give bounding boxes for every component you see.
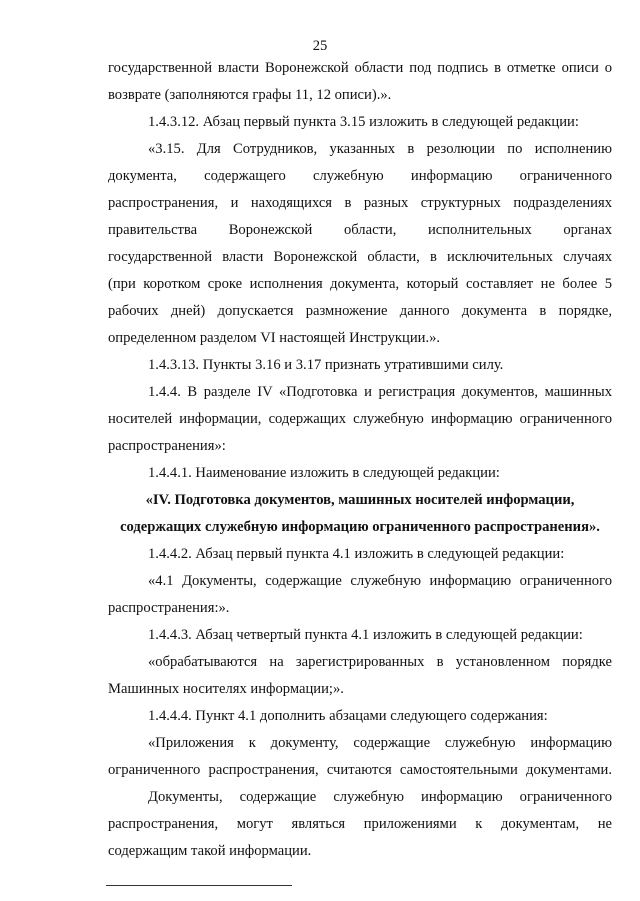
text-line: рабочих дней) допускается размножение данного документа в порядке, xyxy=(108,303,612,319)
text-line: 1.4.4.4. Пункт 4.1 дополнить абзацами следующего содержания: xyxy=(148,708,548,724)
text-line: 1.4.4.1. Наименование изложить в следующей редакции: xyxy=(148,465,500,481)
section-heading-line: содержащих служебную информацию ограниченного распространения». xyxy=(120,519,600,535)
text-line: «3.15. Для Сотрудников, указанных в резолюции по исполнению xyxy=(148,141,612,157)
text-line: Машинных носителях информации;». xyxy=(108,681,344,697)
text-line: определенном разделом VI настоящей Инструкции.». xyxy=(108,330,441,346)
text-line: документа, содержащего служебную информацию ограниченного xyxy=(108,168,612,184)
text-line: 1.4.4. В разделе IV «Подготовка и регистрация документов, машинных xyxy=(148,384,612,400)
text-line: распространения:». xyxy=(108,600,230,616)
text-line: Документы, содержащие служебную информацию ограниченного xyxy=(148,789,612,805)
text-line: (при коротком сроке исполнения документа, который составляет не более 5 xyxy=(108,276,612,292)
text-line: государственной власти Воронежской области под подпись в отметке описи о xyxy=(108,60,612,76)
text-line: «обрабатываются на зарегистрированных в установленном порядке xyxy=(148,654,612,670)
text-line: 1.4.4.2. Абзац первый пункта 4.1 изложить в следующей редакции: xyxy=(148,546,565,562)
text-line: государственной власти Воронежской области, в исключительных случаях xyxy=(108,249,612,265)
text-line: распространения, могут являться приложениями к документам, не xyxy=(108,816,612,832)
section-heading-line: «IV. Подготовка документов, машинных носителей информации, xyxy=(145,492,575,508)
text-line: 1.4.3.13. Пункты 3.16 и 3.17 признать утратившими силу. xyxy=(148,357,504,373)
text-line: носителей информации, содержащих служебную информацию ограниченного xyxy=(108,411,612,427)
text-line: возврате (заполняются графы 11, 12 описи).». xyxy=(108,87,392,103)
text-line: содержащим такой информации. xyxy=(108,843,312,859)
text-line: ограниченного распространения, считаются самостоятельными документами. xyxy=(108,762,612,778)
text-line: 1.4.3.12. Абзац первый пункта 3.15 изложить в следующей редакции: xyxy=(148,114,579,130)
text-line: распространения»: xyxy=(108,438,226,454)
page-number: 25 xyxy=(312,38,328,54)
text-line: «Приложения к документу, содержащие служебную информацию xyxy=(148,735,612,751)
footnote-separator xyxy=(106,885,292,886)
text-line: распространения, и находящихся в разных структурных подразделениях xyxy=(108,195,612,211)
text-line: 1.4.4.3. Абзац четвертый пункта 4.1 изложить в следующей редакции: xyxy=(148,627,583,643)
text-line: правительства Воронежской области, исполнительных органах xyxy=(108,222,612,238)
text-line: «4.1 Документы, содержащие служебную информацию ограниченного xyxy=(148,573,612,589)
